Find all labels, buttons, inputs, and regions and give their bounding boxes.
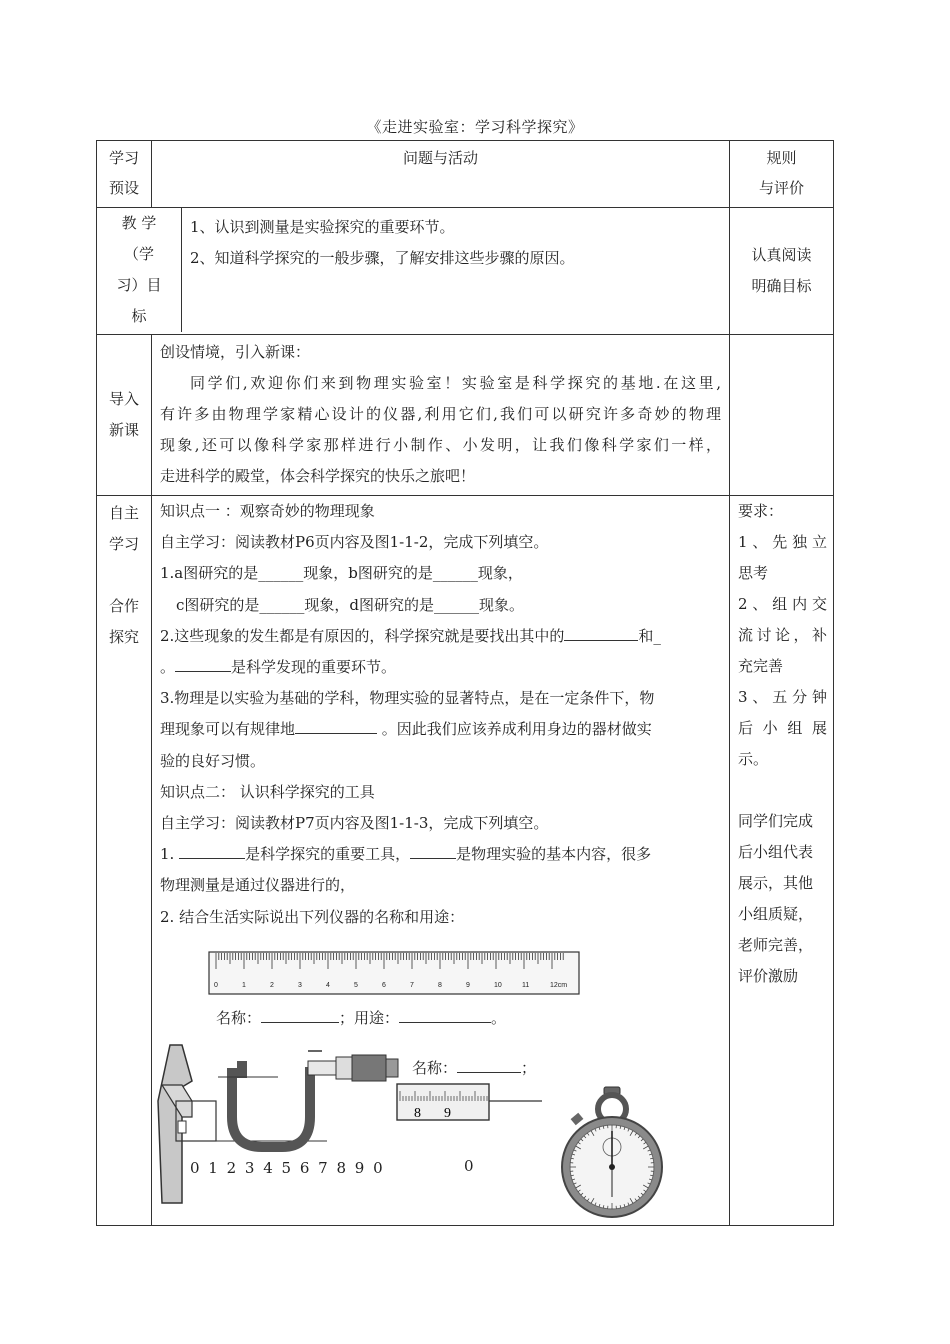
intro-label-line: 新课 [108,421,139,439]
question-line [160,839,721,870]
goal-item: 1、认识到测量是实验探究的重要环节。 [190,218,455,236]
question-text: 。因此我们应该养成利用身边的器材做实 [381,720,652,739]
ruler-use-label: ；用途： [339,1008,400,1027]
question-line: 3.物理是以实验为基础的学科，物理实验的显著特点，是在一定条件下，物 [160,689,655,708]
self-study-label [97,496,152,1226]
question-text: 和_ [638,626,661,645]
answer-blank[interactable] [564,640,638,641]
question-line: 1.a图研究的是______现象，b图研究的是______现象， [160,564,523,583]
ruler-tick-label: 3 [298,981,302,989]
intro-label [97,335,152,496]
requirements-title: 要求： [738,502,784,520]
intro-label-line: 导入 [108,390,139,408]
goals-list [181,208,729,332]
question-line [160,621,721,652]
answer-blank[interactable] [175,671,231,672]
lesson-table [96,140,834,1226]
self-study-label-line: 探究 [108,628,139,646]
micrometer-zero: 0 [464,1156,474,1175]
micrometer-image [218,1047,400,1155]
evaluation-line: 小组质疑， [738,905,814,923]
answer-blank[interactable] [179,858,245,859]
intro-rule [730,335,834,496]
self-study-label-line: 自主 [108,504,139,522]
ruler-tick-label: 1 [242,981,246,989]
scale-image [396,1083,542,1121]
intro-paragraph-line: 有许多由物理学家精心设计的仪器,利用它们,我们可以研究许多奇妙的物理 [160,405,721,423]
header-col1-line: 预设 [108,179,139,197]
question-text: 理现象可以有规律地 [160,720,296,739]
question-line: 物理测量是通过仪器进行的， [160,876,356,895]
ruler-name-blank[interactable] [261,1022,339,1023]
requirement-line: 2、组内交 [738,595,827,613]
header-col1 [97,141,152,208]
ruler-image [208,951,580,995]
document-title: 《走进实验室：学习科学探究》 [366,118,584,136]
ruler-end: 。 [491,1008,507,1027]
ruler-tick-label: 9 [466,981,470,989]
ruler-tick-label: 7 [410,981,414,989]
requirement-line: 1、先独立 [738,533,827,551]
goals-row [97,208,834,335]
question-text: 。 [160,658,176,677]
second-name-label: 名称： [412,1058,458,1077]
self-study-label-line: 合作 [108,597,139,615]
evaluation-line: 展示，其他 [738,874,814,892]
ruler-tick-label: 8 [438,981,442,989]
goals-label [97,208,181,332]
ruler-use-blank[interactable] [399,1022,491,1023]
question-text: 是科学探究的重要工具， [245,845,411,864]
answer-blank[interactable] [410,858,456,859]
goals-label-line: 习）目 [116,276,162,294]
requirement-line: 思考 [738,564,769,582]
ruler-tick-label: 0 [214,981,218,989]
requirement-line: 流讨论，补 [738,626,827,644]
goals-label-line: 教 学 [121,214,157,232]
header-col1-line: 学习 [108,149,139,167]
second-name-end: ； [521,1058,537,1077]
intro-body [152,335,730,496]
goals-label-line: 标 [131,307,147,325]
goals-rule [730,208,834,335]
self-study-label-line: 学习 [108,535,139,553]
intro-row [97,335,834,496]
ruler-name-line [216,1003,506,1034]
intro-heading: 创设情境，引入新课： [160,343,311,361]
goal-item: 2、知道科学探究的一般步骤，了解安排这些步骤的原因。 [190,249,575,267]
question-line [160,714,721,745]
task-text: 自主学习：阅读教材P7页内容及图1-1-3，完成下列填空。 [160,814,549,833]
ruler-tick-label: 5 [354,981,358,989]
question-line: 验的良好习惯。 [160,751,266,770]
requirement-line: 3、五分钟 [738,688,827,706]
question-line: c图研究的是______现象，d图研究的是______现象。 [176,595,525,614]
goals-rule-line: 认真阅读 [751,246,812,264]
answer-blank[interactable] [295,733,377,734]
header-col3-line: 与评价 [758,179,804,197]
header-col3-line: 规则 [766,149,797,167]
header-row [97,141,834,208]
ruler-name-label: 名称： [216,1008,262,1027]
ruler-tick-label: 6 [382,981,386,989]
ruler-tick-label: 4 [326,981,330,989]
intro-paragraph-line: 走进科学的殿堂，体会科学探究的快乐之旅吧！ [160,467,476,485]
question-line: 2. 结合生活实际说出下列仪器的名称和用途： [160,907,465,926]
goals-label-line: （学 [123,245,154,263]
evaluation-line: 老师完善， [738,936,814,954]
caliper-scale-digits: 0 1 2 3 4 5 6 7 8 9 0 [190,1158,385,1177]
question-line [160,652,721,683]
second-name-line [412,1053,536,1084]
scale-digit: 9 [444,1105,451,1121]
header-col3 [730,141,834,208]
evaluation-line: 后小组代表 [738,843,814,861]
task-text: 自主学习：阅读教材P6页内容及图1-1-2，完成下列填空。 [160,533,549,552]
intro-paragraph-line: 现象,还可以像科学家那样进行小制作、小发明，让我们像科学家们一样， [160,436,721,454]
ruler-tick-label: 12cm [550,981,568,989]
requirement-line: 后小组展 [738,719,827,737]
requirement-line: 充完善 [738,657,784,675]
requirement-line: 示。 [738,750,769,768]
instrument-figure [160,933,721,1225]
stopwatch-image [560,1085,664,1219]
question-text: 是科学发现的重要环节。 [231,658,397,677]
header-col2: 问题与活动 [152,141,730,208]
self-study-body [152,496,730,1226]
ruler-tick-label: 2 [270,981,274,989]
question-text: 1. [160,845,180,864]
scale-digit: 8 [414,1105,421,1121]
requirements-cell [730,496,834,1226]
intro-paragraph-line: 同学们,欢迎你们来到物理实验室！实验室是科学探究的基地.在这里, [190,374,721,392]
question-text: 是物理实验的基本内容，很多 [456,845,652,864]
knowledge-point-title: 知识点二： 认识科学探究的工具 [160,782,375,801]
evaluation-line: 同学们完成 [738,812,814,830]
ruler-tick-label: 11 [522,981,530,989]
goals-cell [97,208,730,335]
knowledge-point-title: 知识点一 ：观察奇妙的物理现象 [160,502,375,520]
goals-rule-line: 明确目标 [751,277,812,295]
ruler-tick-label: 10 [494,981,502,989]
evaluation-line: 评价激励 [738,967,799,985]
second-name-blank[interactable] [457,1072,521,1073]
question-text: 2.这些现象的发生都是有原因的，科学探究就是要找出其中的 [160,626,565,645]
self-study-row [97,496,834,1226]
